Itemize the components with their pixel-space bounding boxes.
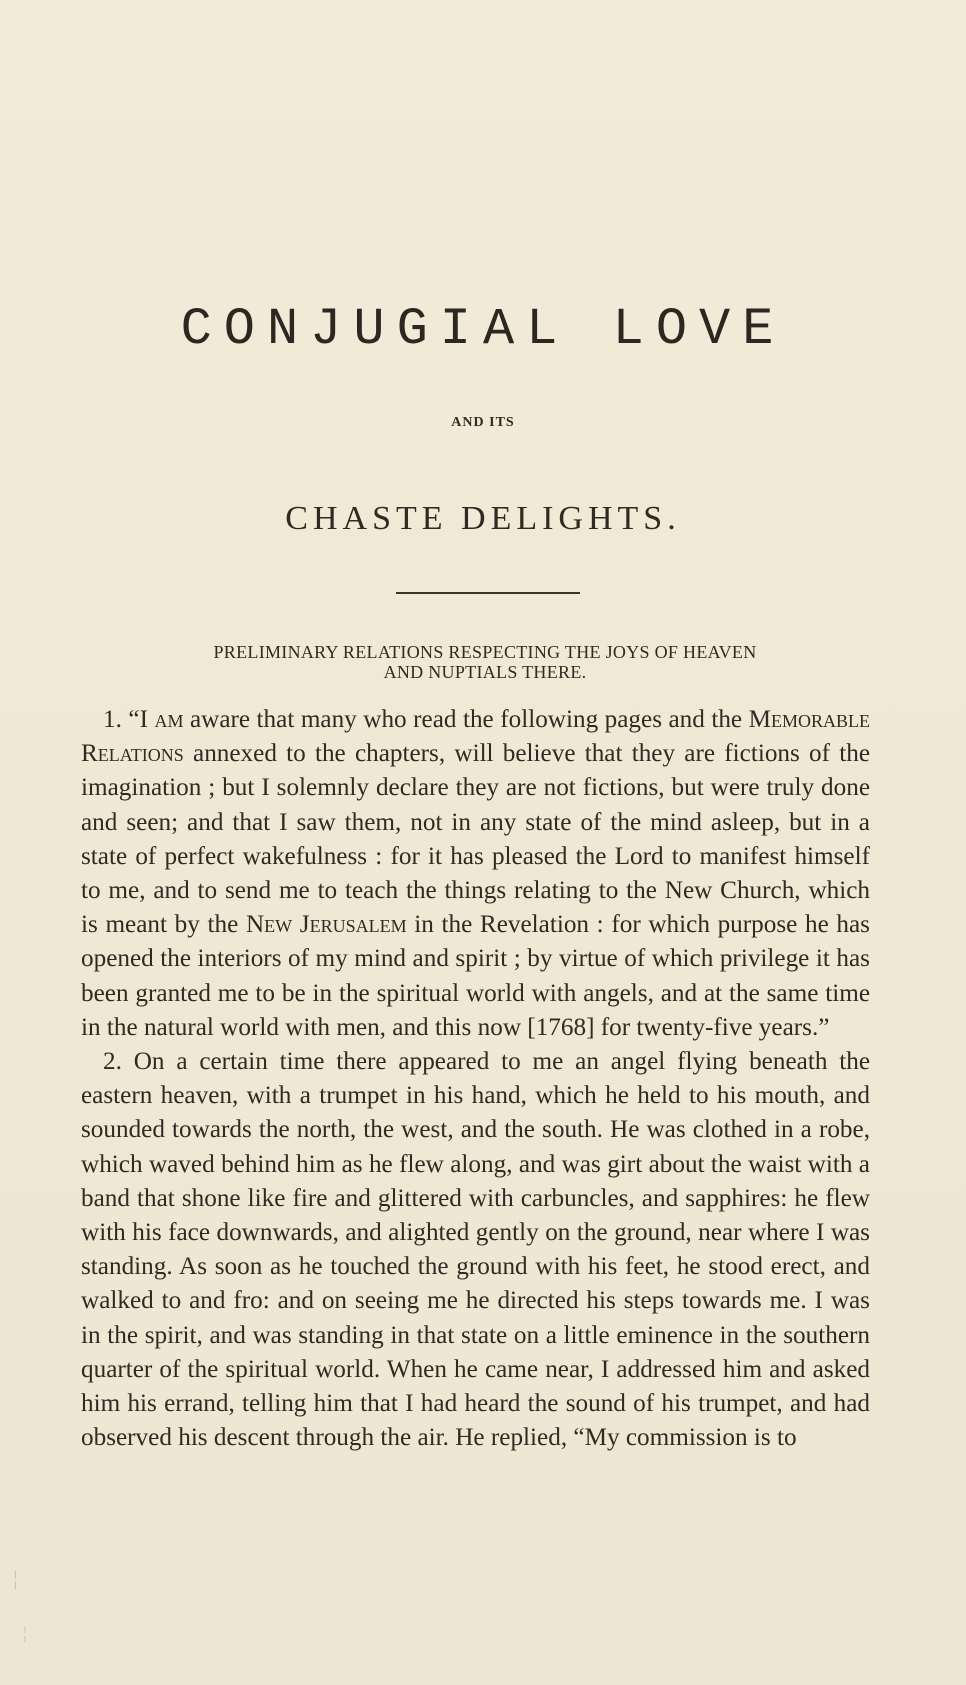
open-quote: “ xyxy=(128,706,140,733)
paragraph-text: in the Revelation : for which purpose he has opened the interiors of my mind and spirit ; by virtue of which privilege it has been granted me to be in the spiritual world with angels, and at the same time in the natural world with men, and this now [1768] for twenty-five years.” xyxy=(81,911,870,1041)
section-heading-line-2: AND NUPTIALS THERE. xyxy=(383,662,587,682)
page-title: CONJUGIAL LOVE xyxy=(180,300,786,359)
paragraph-2 xyxy=(81,1045,870,1455)
paragraph-text: annexed to the chapters, will believe that they are fictions of the imagination ; but I solemnly declare they are not fictions, but were truly done and seen; and that I saw them, not in any state of the mind asleep, but in a state of perfect wakefulness : for it has pleased the Lord to manifest himself to me, and to send me to teach the things relating to the New Church, which is meant by the xyxy=(81,740,870,939)
paragraph-text: On a certain time there appeared to me an angel flying beneath the eastern heaven, with a trumpet in his hand, which he held to his mouth, and sounded towards the north, the west, and the south. He was clothed in a robe, which waved behind him as he flew along, and was girt about the waist with a band that shone like fire and glittered with carbuncles, and sapphires: he flew with his face downwards, and alighted gently on the ground, near where I was standing. As soon as he touched the ground with his feet, he stood erect, and walked to and fro: and on seeing me he directed his steps towards me. I was in the spirit, and was standing in that state on a little eminence in the southern quarter of the spiritual world. When he came near, I addressed him and asked him his errand, telling him that I had heard the sound of his trumpet, and had observed his descent through the air. He replied, “My commission is to xyxy=(81,1048,871,1452)
section-heading xyxy=(110,642,860,682)
secondary-title: CHASTE DELIGHTS. xyxy=(285,500,681,537)
small-caps-term: New Jerusalem xyxy=(245,911,407,939)
subtitle: AND ITS xyxy=(451,415,515,430)
paragraph-1 xyxy=(81,703,870,1045)
paragraph-number: 1. xyxy=(103,706,122,733)
lead-word: I am xyxy=(139,706,184,733)
body-text xyxy=(81,703,870,1455)
paragraph-text: aware that many who read the following pages and the xyxy=(183,706,749,733)
page-blemish: ╎ xyxy=(10,1570,21,1590)
paragraph-number: 2. xyxy=(103,1048,122,1076)
divider-rule xyxy=(396,592,580,594)
small-caps-term: Memorable Relations xyxy=(81,706,871,768)
section-heading-line-1: PRELIMINARY RELATIONS RESPECTING THE JOYS OF HEAVEN xyxy=(213,642,757,662)
page-blemish: ╎ xyxy=(20,1627,30,1644)
